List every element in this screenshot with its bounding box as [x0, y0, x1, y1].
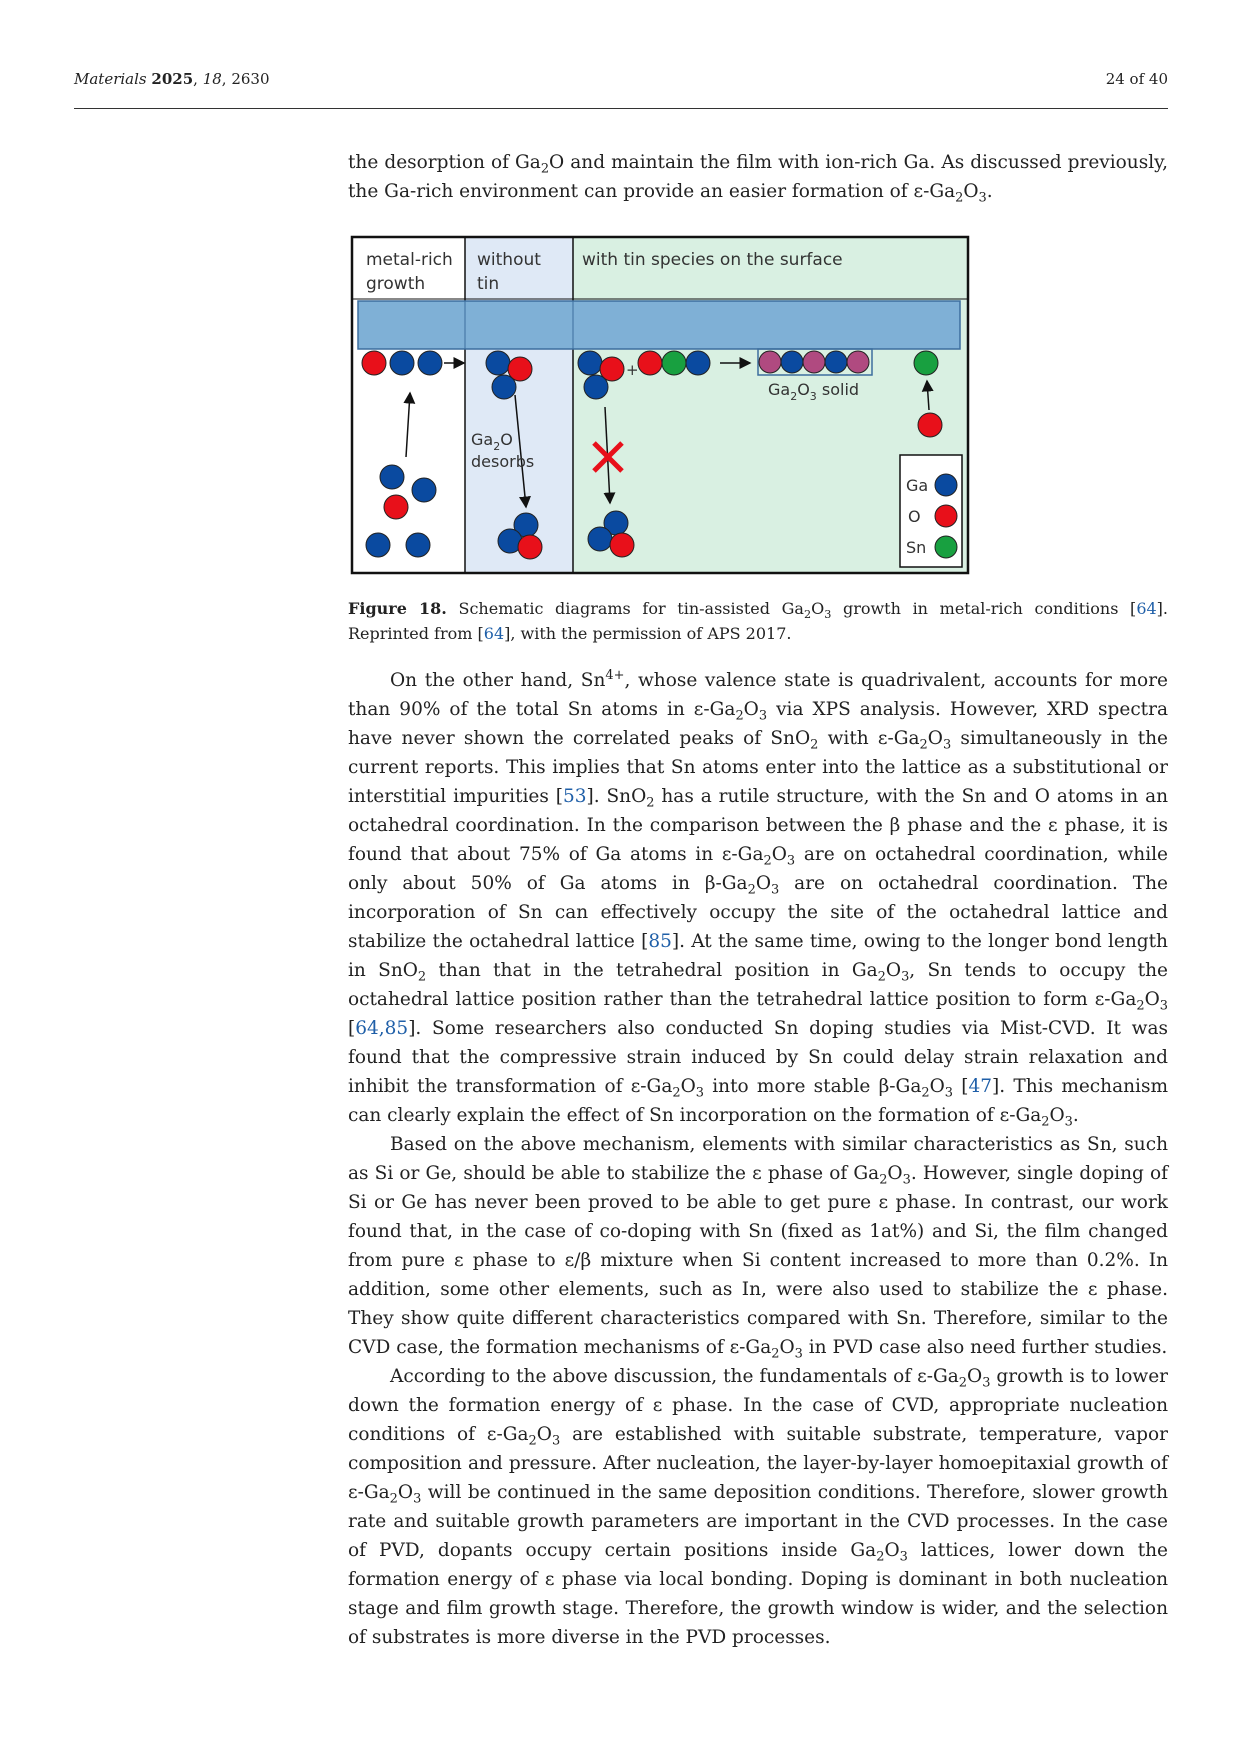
atom-ga — [412, 478, 436, 502]
atom-ga — [588, 527, 612, 551]
body-text — [348, 666, 1168, 1652]
col2-header-line2: tin — [477, 274, 500, 294]
atom-ga — [406, 533, 430, 557]
col1-header-line1: metal-rich — [366, 250, 453, 270]
article-number: 2630 — [231, 70, 270, 88]
page-number: 24 of 40 — [1105, 70, 1168, 88]
page-header — [74, 70, 1168, 109]
ga2o3-solid-label: $Ga_2O_3$ solid — [768, 380, 860, 403]
ref-link[interactable]: 85 — [648, 931, 672, 952]
plus-sign: + — [626, 361, 639, 379]
atom-ga — [390, 351, 414, 375]
atom-ga — [825, 351, 847, 373]
atom-ga — [380, 465, 404, 489]
ref-link[interactable]: 64 — [1136, 599, 1157, 618]
legend-sn: Sn — [906, 538, 927, 557]
atom-o — [918, 413, 942, 437]
atom-mixed — [803, 351, 825, 373]
atom-sn — [662, 351, 686, 375]
atom-mixed — [847, 351, 869, 373]
ref-link[interactable]: 64 — [483, 624, 505, 643]
atom-ga — [686, 351, 710, 375]
atom-ga — [418, 351, 442, 375]
col1-header-line2: growth — [366, 274, 426, 294]
ref-link[interactable]: 53 — [562, 786, 587, 807]
atom-ga — [366, 533, 390, 557]
atom-o — [638, 351, 662, 375]
ref-link[interactable]: 64,85 — [355, 1018, 409, 1039]
journal-year: 2025 — [151, 70, 194, 88]
atom-o — [518, 535, 542, 559]
atom-mixed — [759, 351, 781, 373]
col2-header-line1: without — [477, 250, 541, 270]
atom-o — [610, 533, 634, 557]
col3-header: with tin species on the surface — [582, 250, 843, 270]
figure-18 — [350, 235, 970, 575]
legend-o: O — [908, 507, 921, 526]
intro-paragraph: the desorption of $Ga_2O$ and maintain the film with ion-rich Ga. As discussed previously, the Ga-rich environment can provide an easier formation of $\varepsilon-Ga_2O_3$. — [348, 152, 1169, 206]
atom-ga — [486, 351, 510, 375]
atom-o — [362, 351, 386, 375]
journal-citation: Materials 2025, 18, 2630 — [74, 70, 270, 88]
substrate-layer — [358, 301, 960, 349]
ga2o-desorbs-label: $Ga_2O$ — [471, 430, 513, 453]
atom-ga — [492, 375, 516, 399]
ref-link[interactable]: 47 — [968, 1076, 993, 1097]
desorbs-label: desorbs — [471, 452, 535, 471]
atom-o — [384, 495, 408, 519]
paragraph-3: According to the above discussion, the fundamentals of $\varepsilon-Ga_2O_3$ growth is to lower down the formation energy of ε phase. In the case of CVD, appropriate nucleation conditions of $\varepsilon-Ga_2O_3$ are established with suitable substrate, temperature, vapor composition and pressure. After nucleation, the layer-by-layer homoepitaxial growth of $\varepsilon-Ga_2O_3$ will be continued in the same deposition conditions. Therefore, slower growth rate and suitable growth parameters are important in the CVD processes. In the case of PVD, dopants occupy certain positions inside $Ga_2O_3$ lattices, lower down the formation energy of ε phase via local bonding. Doping is dominant in both nucleation stage and film growth stage. Therefore, the growth window is wider, and the selection of substrates is more diverse in the PVD processes. — [348, 1366, 1168, 1648]
figure-label: Figure 18. — [348, 599, 447, 618]
legend-ga: Ga — [906, 476, 929, 495]
journal-name: Materials — [74, 70, 147, 88]
paragraph-2: Based on the above mechanism, elements with similar characteristics as Sn, such as Si or Ge, should be able to stabilize the ε phase of $Ga_2O_3$. However, single doping of Si or Ge has never been proved to be able to get pure ε phase. In contrast, our work found that, in the case of co-doping with Sn (fixed as 1at%) and Si, the film changed from pure ε phase to ε/β mixture when Si content increased to more than 0.2%. In addition, some other elements, such as In, were also used to stabilize the ε phase. They show quite different characteristics compared with Sn. Therefore, similar to the CVD case, the formation mechanisms of $\varepsilon-Ga_2O_3$ in PVD case also need further studies. — [348, 1134, 1168, 1362]
figure-caption: Figure 18. Schematic diagrams for tin-assisted $Ga_2O_3$ growth in metal-rich conditions [64]. Reprinted from [64], with the permission of APS 2017. — [348, 599, 1168, 643]
paragraph-1: On the other hand, $Sn^{4+}$, whose valence state is quadrivalent, accounts for more than 90% of the total Sn atoms in $\varepsilon-Ga_2O_3$ via XPS analysis. However, XRD spectra have never shown the correlated peaks of SnO$_2$ with $\varepsilon-Ga_2O_3$ simultaneously in the current reports. This implies that Sn atoms enter into the lattice as a substitutional or interstitial impurities [53]. SnO$_2$ has a rutile structure, with the Sn and O atoms in an octahedral coordination. In the comparison between the β phase and the ε phase, it is found that about 75% of Ga atoms in $\varepsilon-Ga_2O_3$ are on octahedral coordination, while only about 50% of Ga atoms in $\beta-Ga_2O_3$ are on octahedral coordination. The incorporation of Sn can effectively occupy the site of the octahedral lattice and stabilize the octahedral lattice [85]. At the same time, owing to the longer bond length in SnO$_2$ than that in the tetrahedral position in $Ga_2O_3$, Sn tends to occupy the octahedral lattice position rather than the tetrahedral lattice position to form $\varepsilon-Ga_2O_3$ [64,85]. Some researchers also conducted Sn doping studies via Mist-CVD. It was found that the compressive strain induced by Sn could delay strain relaxation and inhibit the transformation of $\varepsilon-Ga_2O_3$ into more stable $\beta-Ga_2O_3$ [47]. This mechanism can clearly explain the effect of Sn incorporation on the formation of $\varepsilon-Ga_2O_3$. — [348, 667, 1169, 1130]
atom-ga — [781, 351, 803, 373]
atom-sn — [914, 351, 938, 375]
journal-volume: 18 — [202, 70, 222, 88]
atom-ga — [578, 351, 602, 375]
atom-ga — [584, 375, 608, 399]
